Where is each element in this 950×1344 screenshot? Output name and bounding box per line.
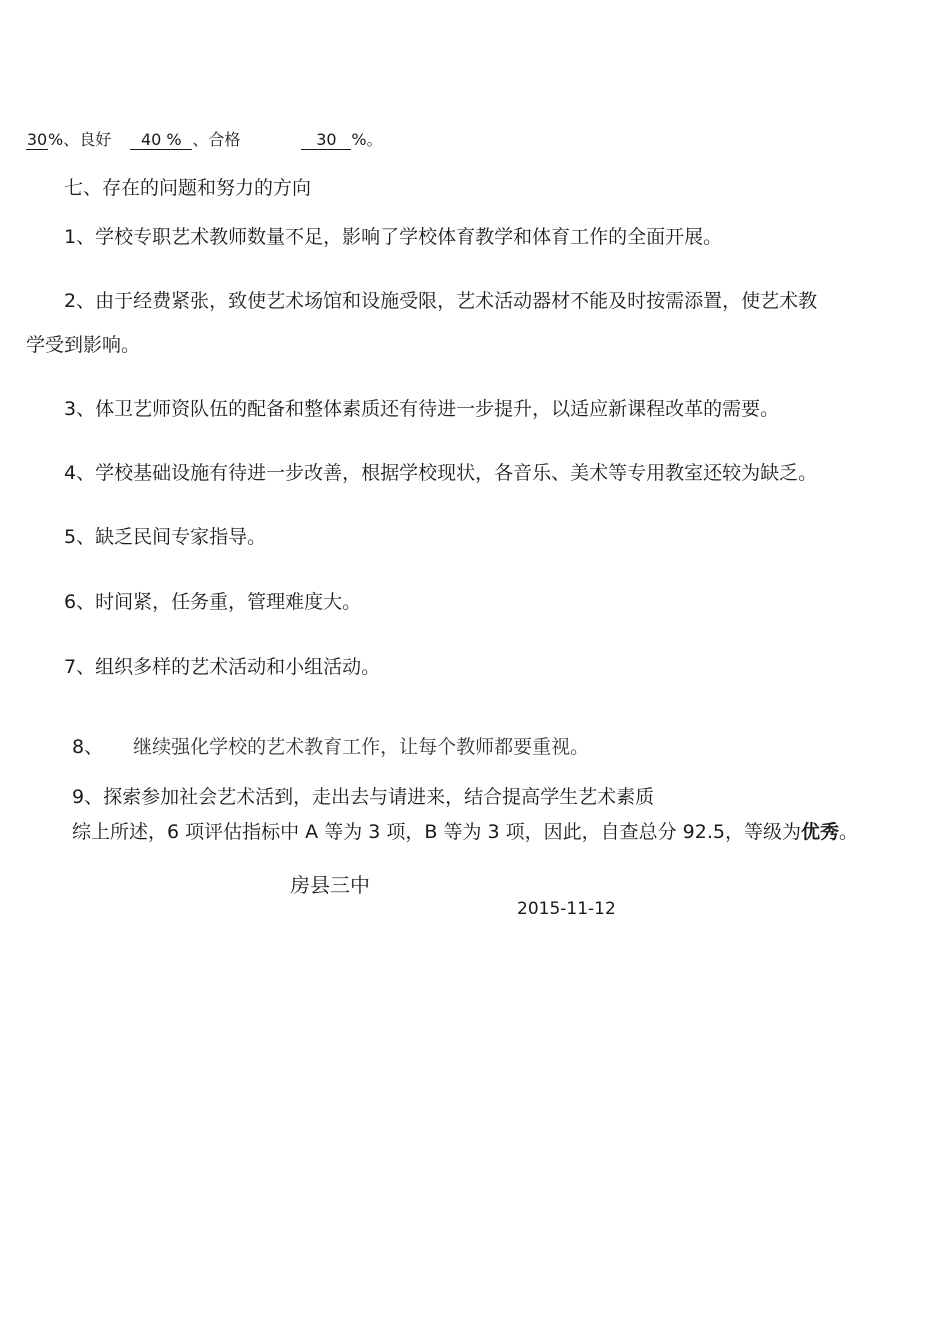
summary-grade: 优秀 xyxy=(800,821,839,843)
section-heading: 七、存在的问题和努力的方向 xyxy=(64,177,312,199)
problem-item-3: 3、体卫艺师资队伍的配备和整体素质还有待进一步提升，以适应新课程改革的需要。 xyxy=(64,398,780,420)
signature-date: 2015-11-12 xyxy=(517,899,616,919)
excellent-percent: 30 xyxy=(26,130,48,149)
good-percent: 40 % xyxy=(130,131,192,150)
item-8-number: 8、 xyxy=(72,736,104,758)
good-label: %、良好 xyxy=(48,130,112,149)
problem-item-8 xyxy=(72,735,589,759)
pass-percent: 30 xyxy=(301,131,351,150)
item-8-text: 继续强化学校的艺术教育工作，让每个教师都要重视。 xyxy=(133,736,590,758)
summary-line xyxy=(72,820,858,844)
grade-percentages-line xyxy=(26,128,383,152)
problem-item-2-cont: 学受到影响。 xyxy=(26,334,141,356)
school-signature: 房县三中 xyxy=(290,873,370,897)
problem-item-6: 6、时间紧，任务重，管理难度大。 xyxy=(64,591,362,613)
problem-item-5: 5、缺乏民间专家指导。 xyxy=(64,526,267,548)
problem-item-1: 1、学校专职艺术教师数量不足，影响了学校体育教学和体育工作的全面开展。 xyxy=(64,226,723,248)
problem-item-2: 2、由于经费紧张，致使艺术场馆和设施受限，艺术活动器材不能及时按需添置，使艺术教 xyxy=(64,290,818,312)
summary-end: 。 xyxy=(838,821,858,843)
grade-line-end: %。 xyxy=(351,130,383,149)
problem-item-9: 9、探索参加社会艺术活到，走出去与请进来，结合提高学生艺术素质 xyxy=(72,786,655,808)
summary-text: 综上所述，6 项评估指标中 A 等为 3 项，B 等为 3 项，因此，自查总分 92.5，等级为 xyxy=(72,821,801,843)
pass-label: 、合格 xyxy=(192,130,241,149)
problem-item-7: 7、组织多样的艺术活动和小组活动。 xyxy=(64,656,381,678)
problem-item-4: 4、学校基础设施有待进一步改善，根据学校现状，各音乐、美术等专用教室还较为缺乏。 xyxy=(64,462,818,484)
